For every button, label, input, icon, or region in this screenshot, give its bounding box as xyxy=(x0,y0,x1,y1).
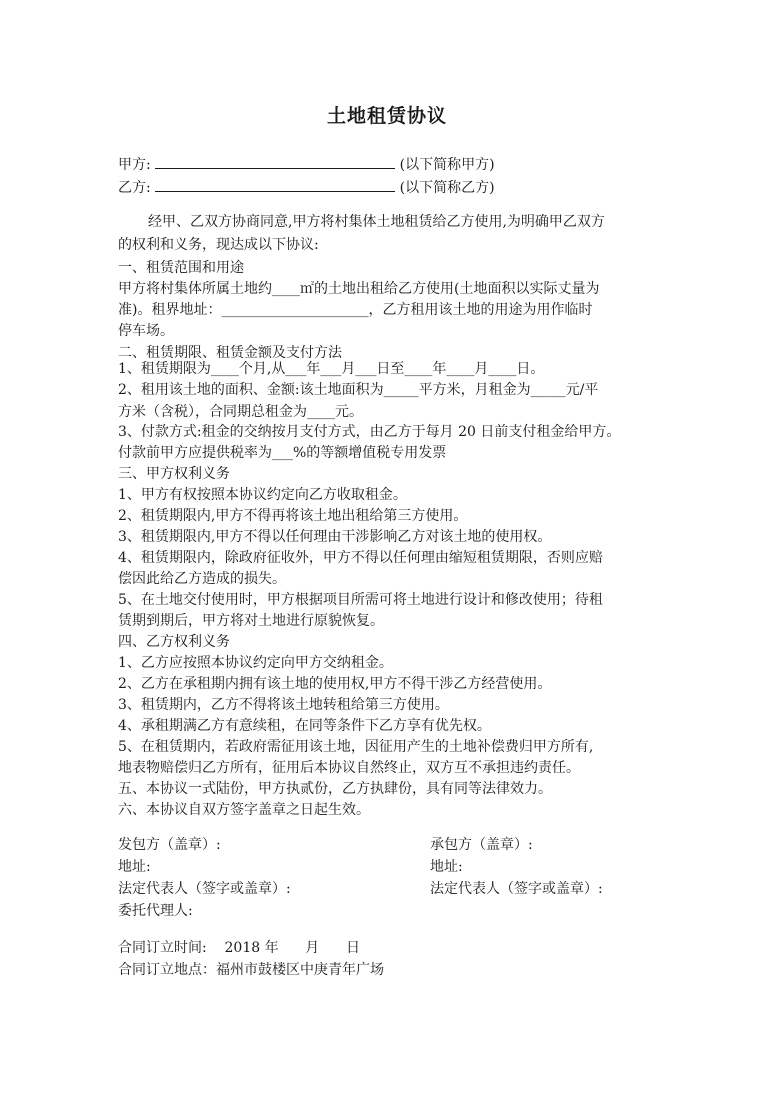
body-line: 地表物赔偿归乙方所有，征用后本协议自然终止，双方互不承担违约责任。 xyxy=(118,760,580,776)
body-line: 2、租用该土地的面积、金额:该土地面积为_____平方米，月租金为_____元/平 xyxy=(118,382,599,398)
section-heading: 一、租赁范围和用途 xyxy=(118,260,244,276)
body-line: 1、租赁期限为____个月,从___年___月___日至____年____月____日。 xyxy=(118,361,545,377)
body-line: 六、本协议自双方签字盖章之日起生效。 xyxy=(118,802,370,818)
lessor-agent-label: 委托代理人: xyxy=(118,903,193,919)
body-line: 5、在土地交付使用时，甲方根据项目所需可将土地进行设计和修改使用；待租 xyxy=(118,592,603,608)
body-line: 3、租赁期内，乙方不得将该土地转租给第三方使用。 xyxy=(118,697,449,713)
body-line: 方米（含税），合同期总租金为____元。 xyxy=(118,404,363,420)
party-a-blank xyxy=(155,154,395,169)
contract-date-line: 合同订立时间: 2018 年 月 日 xyxy=(118,940,360,956)
body-line: 偿因此给乙方造成的损失。 xyxy=(118,571,286,587)
body-line: 2、租赁期限内,甲方不得再将该土地出租给第三方使用。 xyxy=(118,508,468,524)
body-line: 4、租赁期限内，除政府征收外，甲方不得以任何理由缩短租赁期限，否则应赔 xyxy=(118,550,603,566)
section-heading: 三、甲方权利义务 xyxy=(118,466,230,482)
document-title: 土地租赁协议 xyxy=(326,105,447,127)
body-line: 5、在租赁期内，若政府需征用该土地，因征用产生的土地补偿费归甲方所有, xyxy=(118,739,594,755)
body-line: 停车场。 xyxy=(118,323,174,339)
body-line: 经甲、乙双方协商同意,甲方将村集体土地租赁给乙方使用,为明确甲乙双方 xyxy=(148,214,605,230)
lessee-seal-label: 承包方（盖章）: xyxy=(430,837,533,853)
party-b-label: 乙方: xyxy=(118,180,151,196)
section-heading: 二、租赁期限、租赁金额及支付方法 xyxy=(118,345,342,361)
body-line: 2、乙方在承租期内拥有该土地的使用权,甲方不得干涉乙方经营使用。 xyxy=(118,676,552,692)
party-b-blank xyxy=(155,177,395,192)
contract-place-line: 合同订立地点：福州市鼓楼区中庚青年广场 xyxy=(118,962,384,978)
body-line: 付款前甲方应提供税率为___%的等额增值税专用发票 xyxy=(118,445,447,461)
party-a-line xyxy=(118,154,495,175)
party-b-line xyxy=(118,177,495,198)
body-line: 甲方将村集体所属土地约____㎡的土地出租给乙方使用(土地面积以实际丈量为 xyxy=(118,281,600,297)
lessee-rep-label: 法定代表人（签字或盖章）: xyxy=(430,881,603,897)
body-line: 准)。租界地址：_____________________，乙方租用该土地的用途为用作临时 xyxy=(118,302,593,318)
body-line: 五、本协议一式陆份，甲方执贰份，乙方执肆份，具有同等法律效力。 xyxy=(118,781,552,797)
body-line: 的权利和义务，现达成以下协议: xyxy=(118,237,319,253)
section-heading: 四、乙方权利义务 xyxy=(118,634,230,650)
body-line: 赁期到期后，甲方将对土地进行原貌恢复。 xyxy=(118,613,384,629)
lessor-rep-label: 法定代表人（签字或盖章）: xyxy=(118,881,291,897)
body-line: 3、付款方式:租金的交纳按月支付方式，由乙方于每月 20 日前支付租金给甲方。 xyxy=(118,424,621,440)
lessor-address-label: 地址: xyxy=(118,859,151,875)
body-line: 1、甲方有权按照本协议约定向乙方收取租金。 xyxy=(118,487,407,503)
lessor-seal-label: 发包方（盖章）: xyxy=(118,837,221,853)
body-line: 4、承租期满乙方有意续租，在同等条件下乙方享有优先权。 xyxy=(118,718,491,734)
party-b-note: (以下简称乙方) xyxy=(399,180,495,196)
lessee-address-label: 地址: xyxy=(430,859,463,875)
party-a-label: 甲方: xyxy=(118,157,151,173)
party-a-note: (以下简称甲方) xyxy=(399,157,495,173)
body-line: 1、乙方应按照本协议约定向甲方交纳租金。 xyxy=(118,655,393,671)
body-line: 3、租赁期限内,甲方不得以任何理由干涉影响乙方对该土地的使用权。 xyxy=(118,529,552,545)
